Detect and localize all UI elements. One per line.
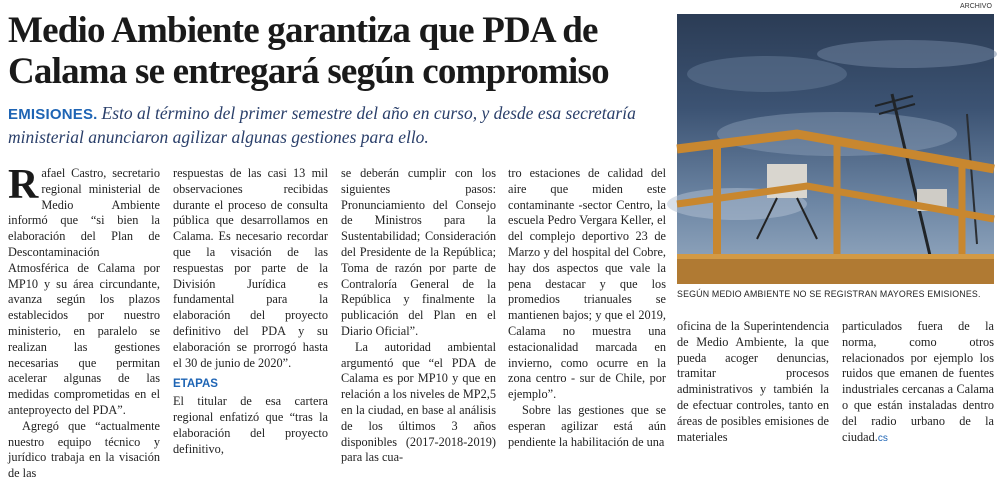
- paragraph-text: particulados fuera de la norma, como otros relacionados por ejemplo los ruidos que emanen de fuentes industriales cercanas a Calama o que están instaladas dentro del radio urbano de la ciudad.: [842, 319, 994, 444]
- photo-credit: ARCHIVO: [960, 3, 992, 10]
- paragraph: [842, 319, 994, 446]
- paragraph-text: afael Castro, secretario regional ministerial de Medio Ambiente informó que “si bien la elaboración del Plan de Descontaminación Atmosférica de Calama por MP10 y su área circundante, avanza según los plazos establecidos por nuestro ministerio, en paralelo se realizan las gestiones necesarias que permitan acelerar algunas de las medidas comprometidas en el anteproyecto del PDA”.: [8, 166, 160, 417]
- article-headline: Medio Ambiente garantiza que PDA de Calama se entregará según compromiso: [8, 10, 609, 92]
- paragraph: La autoridad ambiental argumentó que “el PDA de Calama es por MP10 y que en relación a los niveles de MP2,5 en la ciudad, en base al análisis de los últimos 3 años disponibles (2017-2018-2019) para las cua-: [341, 339, 496, 465]
- article-kicker: EMISIONES.: [8, 106, 98, 123]
- paragraph: Sobre las gestiones que se esperan agilizar está aún pendiente la habilitación de una: [508, 402, 666, 449]
- article-column-5: [677, 319, 829, 445]
- end-mark: cs: [877, 432, 888, 444]
- monitoring-station-illustration: [677, 14, 994, 284]
- paragraph: [8, 162, 160, 419]
- paragraph: oficina de la Superintendencia de Medio Ambiente, la que pueda acoger denuncias, tramitar procesos administrativos y también la de efectuar controles, tanto en áreas de posibles emisiones de materiales: [677, 319, 829, 444]
- paragraph: El titular de esa cartera regional enfatizó que “tras la elaboración del proyecto definitivo,: [173, 394, 328, 456]
- article-column-3: [341, 166, 496, 466]
- article-lead: [8, 102, 668, 148]
- paragraph: tro estaciones de calidad del aire que miden este contaminante -sector Centro, la escuela Pedro Vergara Keller, el del complejo deportivo 23 de Marzo y del hospital del Cobre, hay dos aspectos que vale la pena destacar y que los promedios trianuales se mantienen bajos; y que el 2019, Calama no muestra una estacionalidad marcada en invierno, como ocurre en la zona centro - sur de Chile, por ejemplo”.: [508, 166, 666, 402]
- article-column-1: [8, 162, 160, 482]
- photo-caption: SEGÚN MEDIO AMBIENTE NO SE REGISTRAN MAYORES EMISIONES.: [677, 289, 981, 299]
- article-lead-text: Esto al término del primer semestre del año en curso, y desde esa secretaría ministerial anunciaron agilizar algunas gestiones para ello.: [8, 103, 636, 147]
- article-photo: [677, 14, 994, 284]
- article-column-4: [508, 166, 666, 450]
- paragraph: respuestas de las casi 13 mil observaciones recibidas durante el proceso de consulta pública que desarrollamos en Calama. Es necesario recordar que la visación de las respuestas por parte de la División Jurídica es fundamental para la elaboración del proyecto definitivo del PDA y su elaboración se prorrogó hasta el 30 de junio de 2020”.: [173, 166, 328, 370]
- section-subhead: ETAPAS: [173, 378, 218, 391]
- paragraph: se deberán cumplir con los siguientes pasos: Pronunciamiento del Consejo de Ministros para la Sustentabilidad; Consideración del Presidente de la República; Toma de razón por parte de Contraloría General de la República y finalmente la publicación del Plan en el Diario Oficial”.: [341, 166, 496, 338]
- article-column-2: [173, 166, 328, 457]
- article-column-6: [842, 319, 994, 446]
- drop-cap: R: [8, 162, 39, 208]
- paragraph: Agregó que “actualmente nuestro equipo técnico y jurídico trabaja en la visación de las: [8, 418, 160, 481]
